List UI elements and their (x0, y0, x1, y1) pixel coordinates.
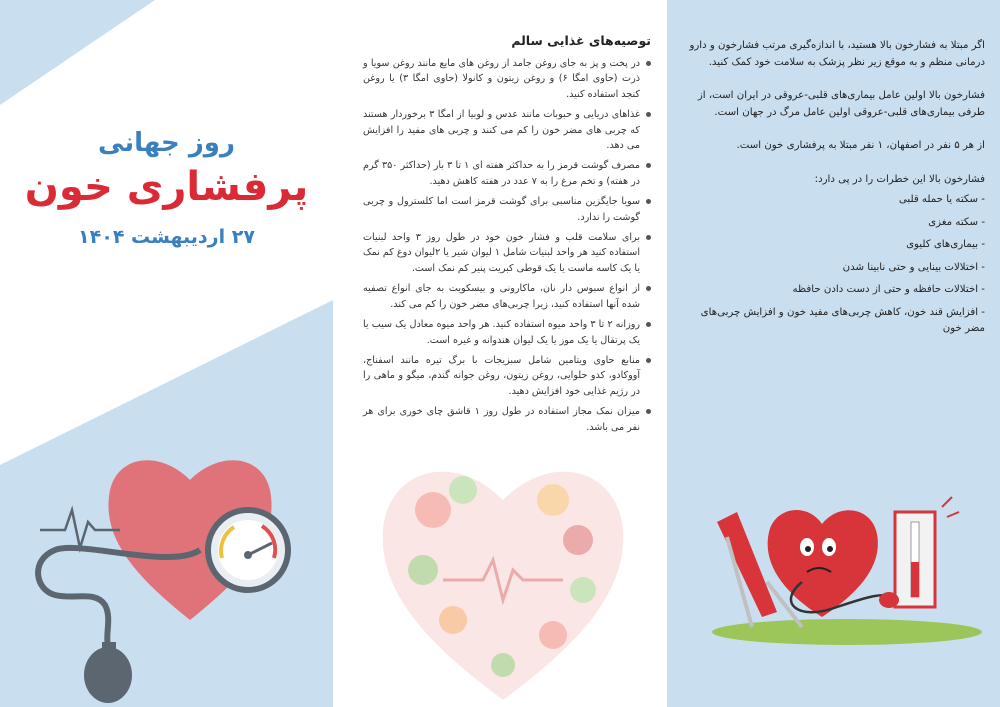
tips-list (363, 56, 651, 435)
bullet-icon (646, 112, 651, 117)
bullet-icon (646, 409, 651, 414)
bullet-icon (646, 286, 651, 291)
cartoon-heart-measuring-pressure-icon (707, 482, 987, 647)
list-item: - بیماری‌های کلیوی (906, 239, 985, 250)
tip-text: برای سلامت قلب و فشار خون خود در طول روز ۳ واحد لبنیات استفاده کنید هر واحد لبنیات شامل ۱ لیوان شیر یا ۲لیوان دوغ کم نمک یا یک کاسه ماست یا یک قوطی کبریت پنیر کم نمک است. (363, 232, 640, 274)
info-paragraph: فشارخون بالا اولین عامل بیماری‌های قلبی-عروقی در ایران است، از طرفی بیماری‌های قلبی-عروقی اولین عامل مرگ در جهان است. (697, 90, 985, 118)
tip-text: مصرف گوشت قرمز را به حداکثر هفته ای ۱ تا ۳ بار (حداکثر ۳۵۰ گرم در هفته) و تخم مرغ را به ۷ عدد در هفته کاهش دهید. (363, 160, 640, 187)
middle-panel (333, 0, 667, 707)
info-paragraph: از هر ۵ نفر در اصفهان، ۱ نفر مبتلا به پرفشاری خون است. (736, 140, 985, 151)
title-date: ۲۷ اردیبهشت ۱۴۰۴ (78, 226, 255, 248)
heart-blood-pressure-gauge-icon (0, 430, 333, 707)
list-item: - سکته مغزی (928, 216, 985, 228)
list-item (363, 317, 651, 348)
title-block (0, 128, 333, 248)
info-section (689, 38, 985, 344)
bullet-icon (646, 235, 651, 240)
fruits-vegetables-heart-icon (353, 430, 653, 707)
title-big: پرفشاری خون (24, 164, 309, 210)
bullet-icon (646, 61, 651, 66)
bullet-icon (646, 358, 651, 363)
bullet-icon (646, 199, 651, 204)
left-panel (0, 0, 333, 707)
list-item (363, 230, 651, 276)
tip-text: غذاهای دریایی و حبوبات مانند عدس و لوبیا از امگا ۳ برخوردار هستند که چربی های مضر خون را کم می کنند و چربی های مفید را افزایش می دهد. (363, 109, 640, 152)
list-item: - اختلالات حافظه و حتی از دست دادن حافظه (792, 284, 985, 295)
risks-list (689, 192, 985, 338)
healthy-diet-section (363, 33, 651, 440)
bullet-icon (646, 322, 651, 327)
right-panel (667, 0, 1000, 707)
info-paragraph: اگر مبتلا به فشارخون بالا هستید، با اندازه‌گیری مرتب فشارخون و دارو درمانی منظم و به موقع زیر نظر پزشک به سلامت خود کمک کنید. (689, 40, 985, 68)
list-item: - سکته یا حمله قلبی (898, 194, 985, 205)
tip-text: روزانه ۲ تا ۳ واحد میوه استفاده کنید. هر واحد میوه معادل یک سیب یا یک پرتقال یا یک موز یا یک لیوان هندوانه و غیره است. (363, 319, 640, 346)
list-item (363, 404, 651, 435)
list-item (363, 194, 651, 225)
bullet-icon (646, 163, 651, 168)
list-item (363, 281, 651, 312)
tip-text: منابع حاوی ویتامین شامل سبزیجات با برگ تیره مانند اسفناج، آووکادو، کدو حلوایی، روغن زیتون، روغن جوانه گندم، میگو و ماهی را در رژیم غذایی خود افزایش دهید. (363, 354, 640, 397)
title-small: روز جهانی (98, 128, 235, 158)
tip-text: از انواع سبوس دار نان، ماکارونی و بیسکویت به جای انواع تصفیه شده آنها استفاده کنید، زیرا چربی‌های مضر خون را کم می کند. (363, 283, 640, 310)
list-item (363, 158, 651, 189)
list-item: - اختلالات بینایی و حتی نابینا شدن (842, 261, 985, 273)
list-item (363, 107, 651, 153)
tip-text: در پخت و پز به جای روغن جامد از روغن های مایع مانند روغن سویا و ذرت (حاوی امگا ۶) و روغن زیتون و کانولا (حاوی امگا ۳) یا روغن کنجد استفاده کنید. (363, 58, 640, 100)
tip-text: سویا جایگزین مناسبی برای گوشت قرمز است اما کلسترول و چربی گوشت را ندارد. (363, 196, 640, 223)
diet-heading: توصیه‌های غذایی سالم (511, 33, 651, 48)
tip-text: میزان نمک مجاز استفاده در طول روز ۱ قاشق چای خوری برای هر نفر می باشد. (363, 406, 640, 433)
list-item (363, 56, 651, 102)
risks-intro: فشارخون بالا این خطرات را در پی دارد: (814, 173, 985, 185)
list-item (363, 353, 651, 399)
list-item: - افزایش قند خون، کاهش چربی‌های مفید خون و افزایش چربی‌های مضر خون (700, 306, 985, 334)
